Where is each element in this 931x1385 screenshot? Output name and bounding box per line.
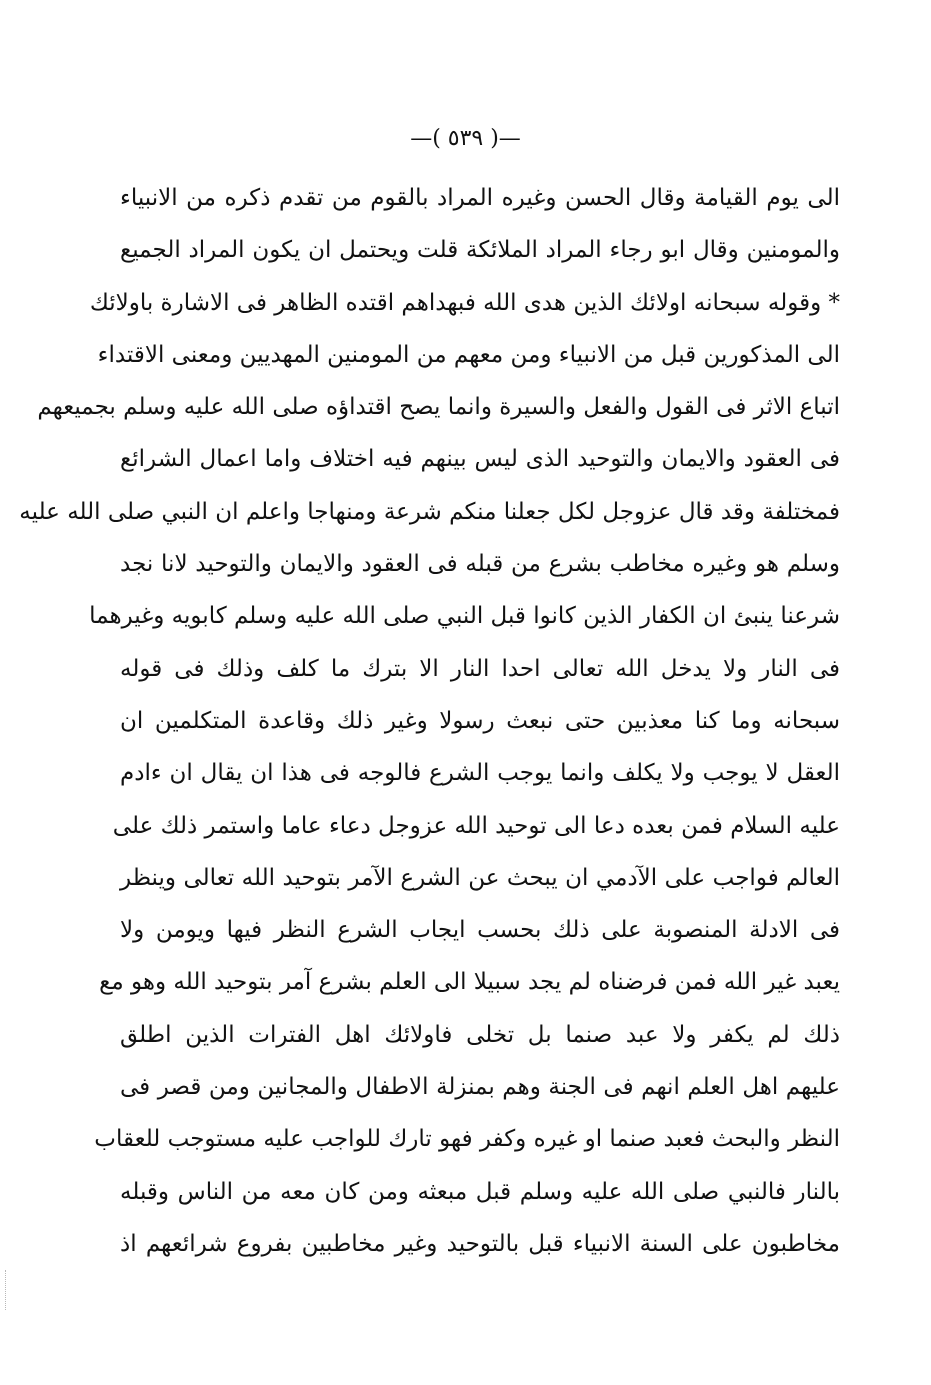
text-line: يعبد غير الله فمن فرضناه لم يجد سبيلا الى العلم بشرع آمر بتوحيد الله وهو مع [99,969,840,996]
text-line: * وقوله سبحانه اولائك الذين هدى الله فبهداهم اقتده الظاهر فى الاشارة باولائك [89,289,840,316]
text-line: الى يوم القيامة وقال الحسن وغيره المراد بالقوم من تقدم ذكره من الانبياء [120,185,840,211]
page-number: —( ٥٣٩ )— [410,126,521,151]
text-line: فى العقود والايمان والتوحيد الذى ليس بينهم فيه اختلاف واما اعمال الشرائع [120,446,840,473]
text-line: والمومنين وقال ابو رجاء المراد الملائكة قلت ويحتمل ان يكون المراد الجميع [120,237,840,264]
text-line: فى الادلة المنصوبة على ذلك بحسب ايجاب الشرع النظر فيها ويومن ولا [120,917,840,944]
text-line: العقل لا يوجب ولا يكلف وانما يوجب الشرع فالوجه فى هذا ان يقال ان ءادم [120,760,840,787]
text-line: بالنار فالنبي صلى الله عليه وسلم قبل مبعثه ومن كان معه من الناس وقبله [120,1178,840,1205]
text-line: فى النار ولا يدخل الله تعالى احدا النار الا بترك ما كلف وذلك فى قوله [120,655,840,682]
text-line: عليه السلام فمن بعده دعا الى توحيد الله عزوجل دعاء عاما واستمر ذلك على [112,812,840,839]
text-line: عليهم اهل العلم انهم فى الجنة وهم بمنزلة الاطفال والمجانين ومن قصر فى [120,1074,840,1101]
body-text [19,178,840,1276]
text-line: العالم فواجب على الآدمي ان يبحث عن الشرع الآمر بتوحيد الله تعالى وينظر [120,864,840,891]
text-line: سبحانه وما كنا معذبين حتى نبعث رسولا وغير ذلك وقاعدة المتكلمين ان [120,707,840,734]
text-line: الى المذكورين قبل من الانبياء ومن معهم من المومنين المهديين ومعنى الاقتداء [97,341,840,368]
text-line: وسلم هو وغيره مخاطب بشرع من قبله فى العقود والايمان والتوحيد لانا نجد [120,551,840,578]
text-line: مخاطبون على السنة الانبياء قبل بالتوحيد وغير مخاطبين بفروع شرائعهم اذ [120,1230,840,1257]
text-line: اتباع الاثر فى القول والفعل والسيرة وانما يصح اقتداؤه صلى الله عليه وسلم بجميعهم [37,394,840,421]
text-line: شرعنا ينبئ ان الكفار الذين كانوا قبل النبي صلى الله عليه وسلم كابويه وغيرهما [89,603,840,630]
text-line: ذلك لم يكفر ولا عبد صنما بل تخلى فاولائك اهل الفترات الذين اطلق [120,1021,840,1048]
text-line: النظر والبحث فعبد صنما او غيره وكفر فهو تارك للواجب عليه مستوجب للعقاب [94,1126,840,1153]
scan-edge-mark [5,1270,9,1310]
text-line: فمختلفة وقد قال عزوجل لكل جعلنا منكم شرعة ومنهاجا واعلم ان النبي صلى الله عليه [19,498,840,525]
